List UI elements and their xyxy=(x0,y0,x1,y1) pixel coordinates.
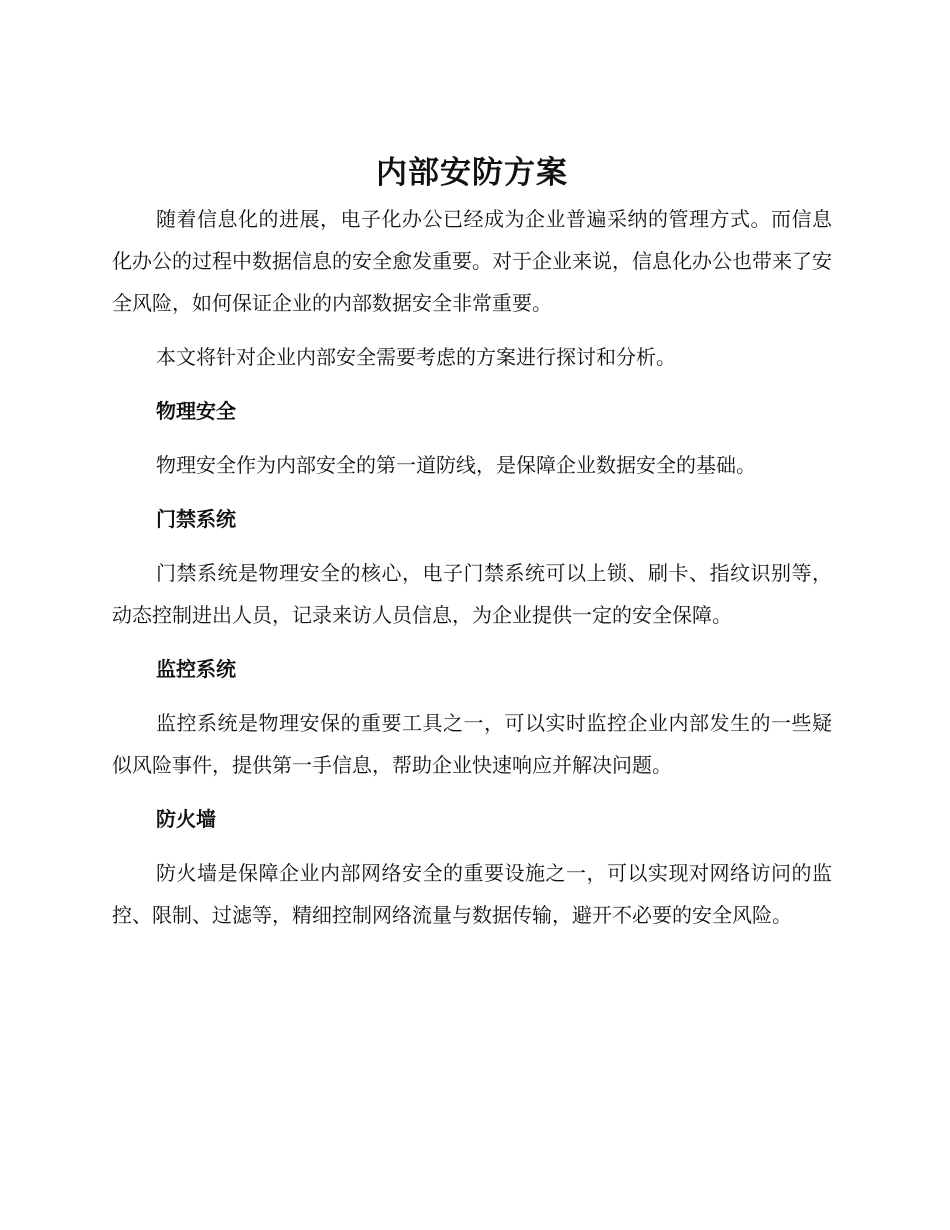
intro-paragraph-2: 本文将针对企业内部安全需要考虑的方案进行探讨和分析。 xyxy=(156,345,676,369)
section-body-access-control: 门禁系统是物理安全的核心，电子门禁系统可以上锁、刷卡、指纹识别等，动态控制进出人员，记录来访人员信息，为企业提供一定的安全保障。 xyxy=(112,561,832,627)
intro-paragraph-1: 随着信息化的进展，电子化办公已经成为企业普遍采纳的管理方式。而信息化办公的过程中数据信息的安全愈发重要。对于企业来说，信息化办公也带来了安全风险，如何保证企业的内部数据安全非常重要。 xyxy=(112,207,832,315)
document-body xyxy=(112,150,832,948)
section-body-firewall: 防火墙是保障企业内部网络安全的重要设施之一，可以实现对网络访问的监控、限制、过滤等，精细控制网络流量与数据传输，避开不必要的安全风险。 xyxy=(112,861,832,927)
section-heading-access-control: 门禁系统 xyxy=(156,507,236,531)
document-title: 内部安防方案 xyxy=(376,155,568,191)
section-body-surveillance: 监控系统是物理安保的重要工具之一，可以实时监控企业内部发生的一些疑似风险事件，提供第一手信息，帮助企业快速响应并解决问题。 xyxy=(112,711,832,777)
section-heading-physical-security: 物理安全 xyxy=(156,399,236,423)
section-heading-firewall: 防火墙 xyxy=(156,807,216,831)
section-body-physical-security: 物理安全作为内部安全的第一道防线，是保障企业数据安全的基础。 xyxy=(156,453,756,477)
section-heading-surveillance: 监控系统 xyxy=(156,657,236,681)
